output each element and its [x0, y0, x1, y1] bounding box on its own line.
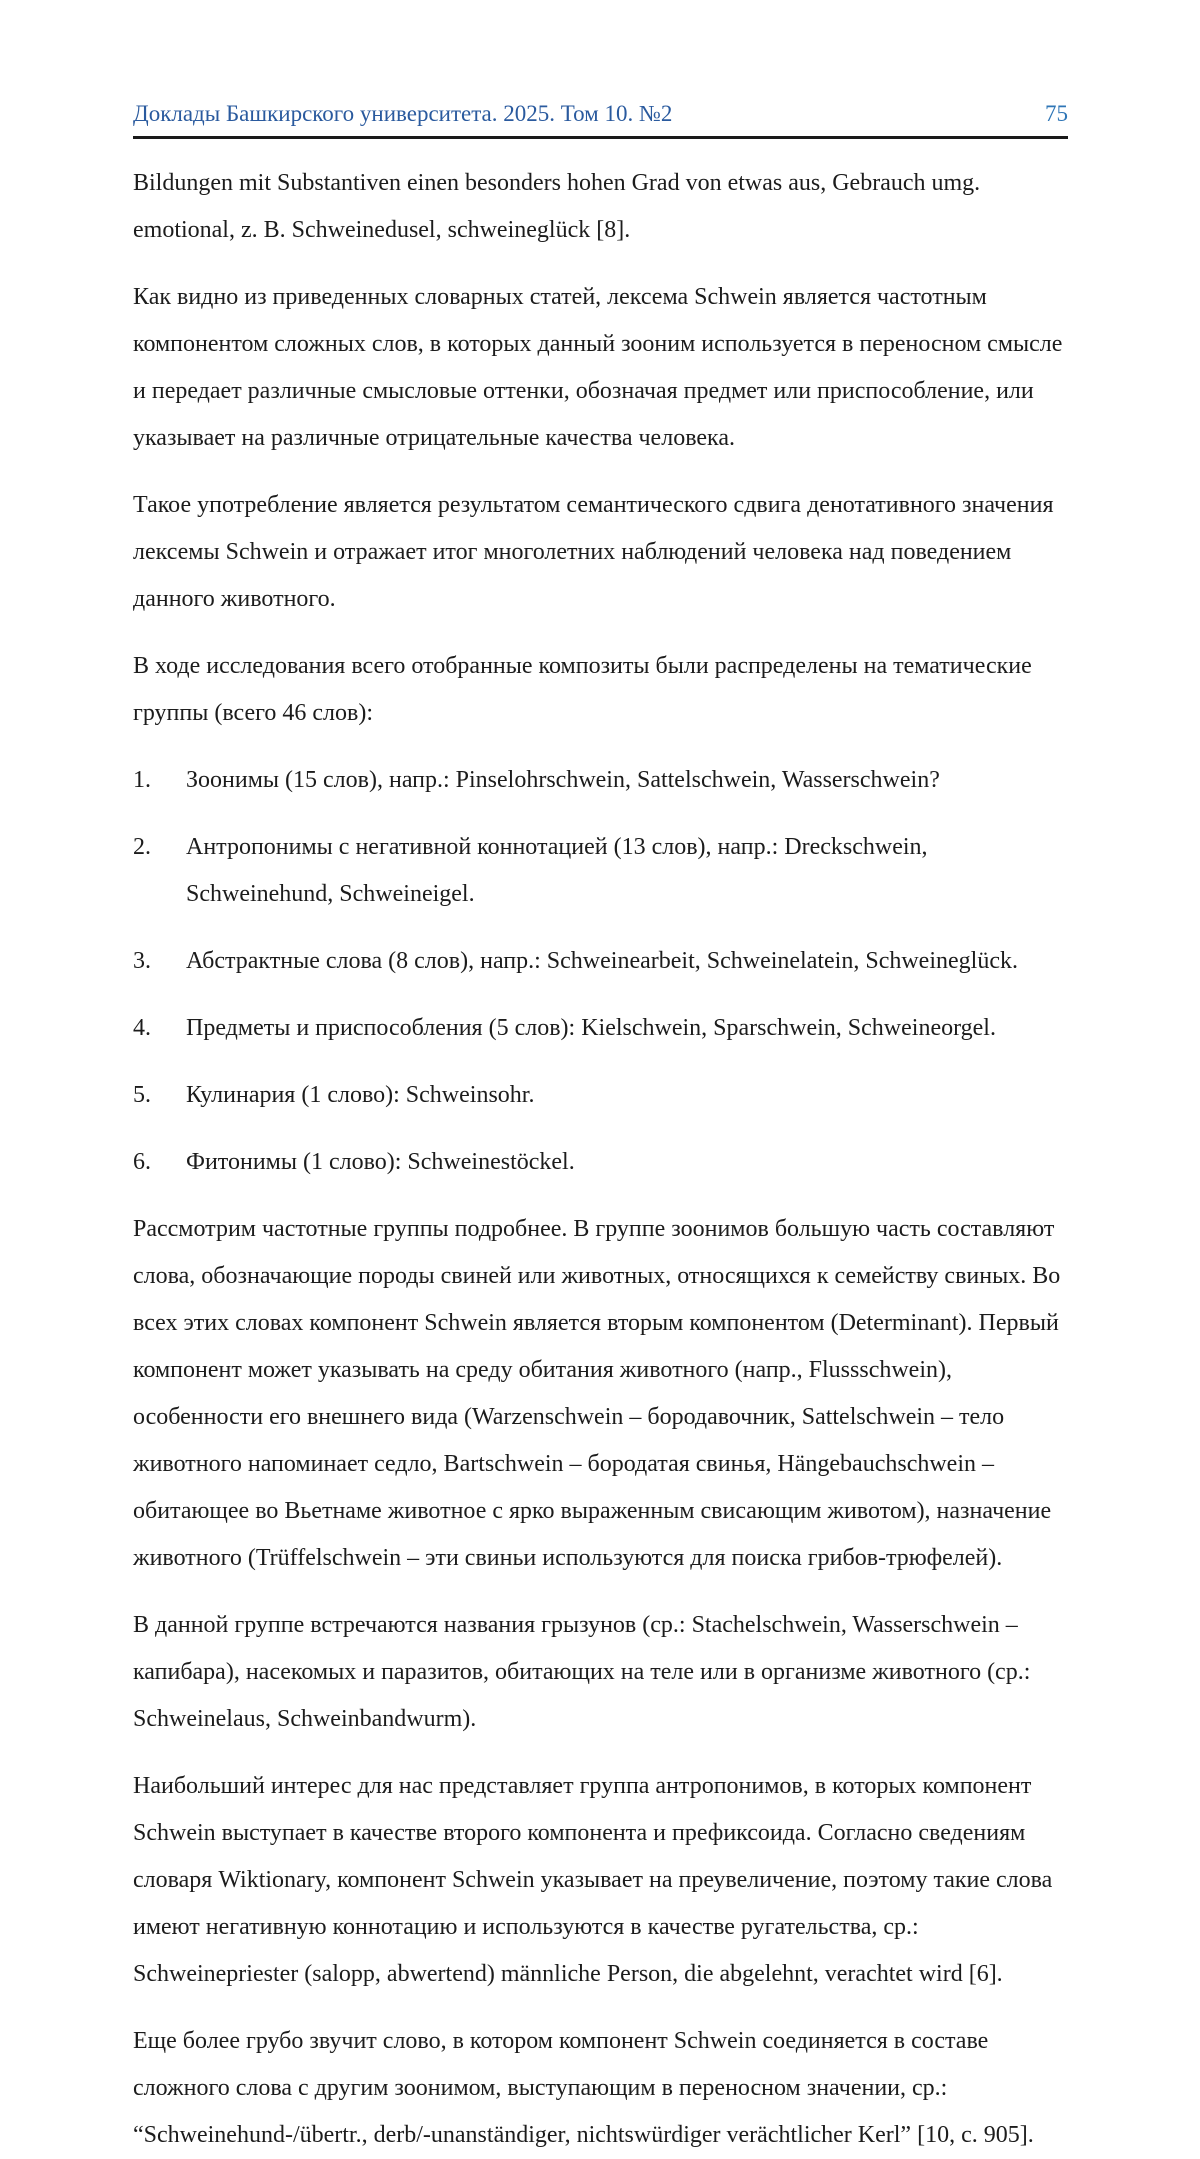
list-item-number: 1.	[133, 766, 151, 793]
paragraph-research-groups-intro: В ходе исследования всего отобранные композиты были распределены на тематические группы (всего 46 слов):	[133, 652, 1032, 726]
list-item-number: 4.	[133, 1014, 151, 1041]
list-item-anthroponyms	[133, 824, 1068, 918]
list-item-text: Кулинария (1 слово): Schweinsohr.	[186, 1081, 535, 1108]
list-item-number: 3.	[133, 947, 151, 974]
journal-title: Доклады Башкирского университета. 2025. Том 10. №2	[133, 101, 673, 126]
paragraph-zoonym-group-detail: Рассмотрим частотные группы подробнее. В группе зоонимов большую часть составляют слова, обозначающие породы свиней или животных, относящихся к семейству свиных. Во всех этих словах компонент Schwein является вторым компонентом (Determinant). Первый компонент может указывать на среду обитания животного (напр., Flussschwein), особенности его внешнего вида (Warzenschwein – бородавочник, Sattelschwein – тело животного напоминает седло, Bartschwein – бородатая свинья, Hängebauchschwein – обитающее во Вьетнаме животное с ярко выраженным свисающим животом), назначение животного (Trüffelschwein – эти свиньи используются для поиска грибов-трюфелей).	[133, 1215, 1061, 1571]
page-number: 75	[1045, 101, 1068, 126]
list-item-number: 2.	[133, 833, 151, 860]
thematic-groups-list	[133, 757, 1068, 1186]
page-header	[133, 100, 1068, 139]
paragraph-rodents-parasites: В данной группе встречаются названия грызунов (ср.: Stachelschwein, Wasserschwein – капибара), насекомых и паразитов, обитающих на теле или в организме животного (ср.: Schweinelaus, Schweinbandwurm).	[133, 1611, 1031, 1732]
paragraph-anthroponym-group: Наибольший интерес для нас представляет группа антропонимов, в которых компонент Schwein выступает в качестве второго компонента и префиксоида. Согласно сведениям словаря Wiktionary, компонент Schwein указывает на преувеличение, поэтому такие слова имеют негативную коннотацию и используются в качестве ругательства, ср.: Schweinepriester (salopp, abwertend) männliche Person, die abgelehnt, verachtet wird [6].	[133, 1772, 1053, 1987]
paragraph-german-citation: Bildungen mit Substantiven einen besonders hohen Grad von etwas aus, Gebrauch umg. emotional, z. B. Schweinedusel, schweineglück [8].	[133, 169, 981, 243]
list-item-phytonyms	[133, 1139, 1068, 1186]
paragraph-lexeme-frequency: Как видно из приведенных словарных статей, лексема Schwein является частотным компонентом сложных слов, в которых данный зооним используется в переносном смысле и передает различные смысловые оттенки, обозначая предмет или приспособление, или указывает на различные отрицательные качества человека.	[133, 283, 1063, 451]
list-item-text: Абстрактные слова (8 слов), напр.: Schweinearbeit, Schweinelatein, Schweineglück.	[186, 947, 1018, 974]
document-body	[133, 160, 1068, 2159]
paragraph-semantic-shift: Такое употребление является результатом семантического сдвига денотативного значения лексемы Schwein и отражает итог многолетних наблюдений человека над поведением данного животного.	[133, 491, 1054, 612]
list-item-text: Фитонимы (1 слово): Schweinestöckel.	[186, 1148, 575, 1175]
list-item-zoonyms	[133, 757, 1068, 804]
list-item-objects	[133, 1005, 1068, 1052]
list-item-culinary	[133, 1072, 1068, 1119]
paragraph-schweinehund: Еще более грубо звучит слово, в котором компонент Schwein соединяется в составе сложного слова с другим зоонимом, выступающим в переносном значении, ср.: “Schweinehund-/übertr., derb/-unanständiger, nichtswürdiger verächtlicher Kerl” [10, с. 905].	[133, 2027, 1034, 2148]
list-item-text: Предметы и приспособления (5 слов): Kielschwein, Sparschwein, Schweineorgel.	[186, 1014, 996, 1041]
list-item-text: Антропонимы с негативной коннотацией (13 слов), напр.: Dreckschwein, Schweinehund, Schweineigel.	[186, 833, 928, 907]
list-item-abstract-words	[133, 938, 1068, 985]
list-item-text: Зоонимы (15 слов), напр.: Pinselohrschwein, Sattelschwein, Wasserschwein?	[186, 766, 940, 793]
list-item-number: 5.	[133, 1081, 151, 1108]
list-item-number: 6.	[133, 1148, 151, 1175]
